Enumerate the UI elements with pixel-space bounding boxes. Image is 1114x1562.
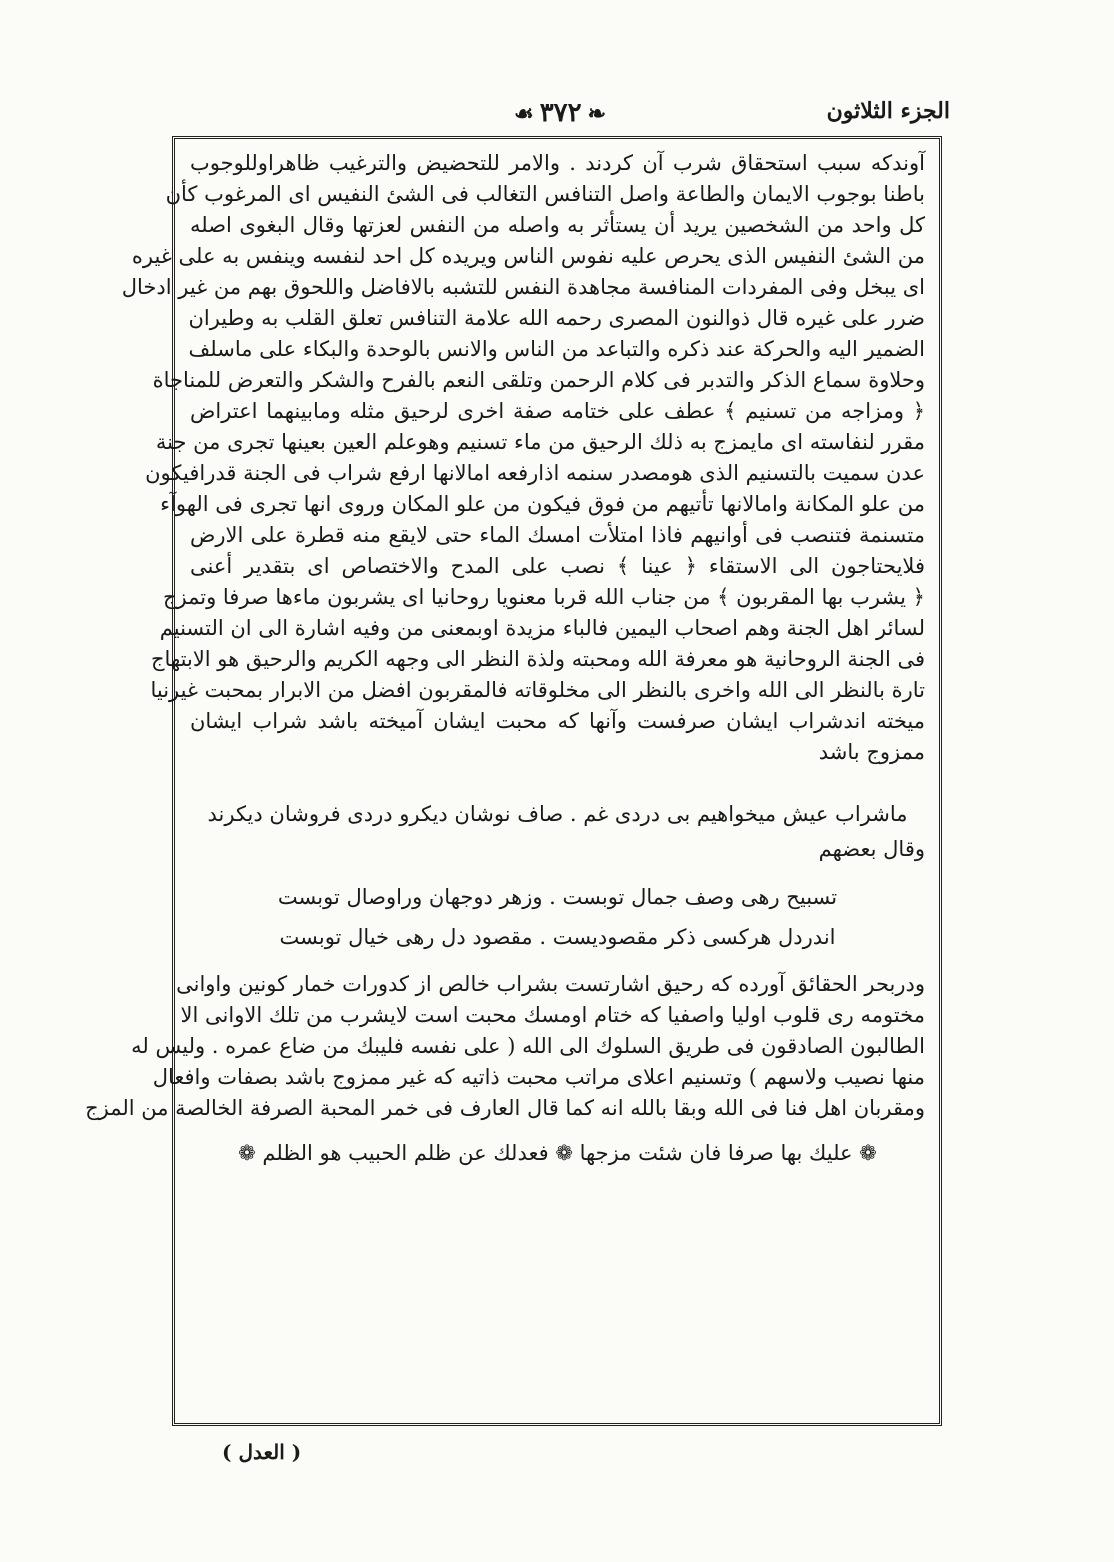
spacer <box>190 768 925 794</box>
ornament-icon: ❧ <box>587 101 607 127</box>
text-line: ﴿ ومزاجه من تسنيم ﴾ عطف على ختامه صفة اخرى لرحيق مثله ومابينهما اعتراض <box>190 399 925 423</box>
catchword: ( العدل ) <box>222 1440 302 1464</box>
text-line: كل واحد من الشخصين يريد أن يستأثر به واصله من النفس لعزتها وقال البغوى اصله <box>190 213 925 237</box>
running-title: الجزء الثلاثون <box>826 98 950 124</box>
text-line: عدن سميت بالتسنيم الذى هومصدر سنمه اذارفعه امالانها ارفع شراب فى الجنة قدرافيكون <box>145 461 925 485</box>
text-line: تارة بالنظر الى الله واخرى بالنظر الى مخلوقاته فالمقربون افضل من الابرار بمحبت غيرنيا <box>150 678 925 702</box>
text-line: لسائر اهل الجنة وهم اصحاب اليمين فالباء مزيدة اوبمعنى من وفيه اشارة الى ان التسنيم <box>159 616 925 640</box>
text-line: فلايحتاجون الى الاستقاء ﴿ عينا ﴾ نصب على المدح والاختصاص اى بتقدير أعنى <box>190 554 925 578</box>
text-line: الضمير اليه والحركة عند ذكره والتباعد من الناس والانس بالوحدة والبكاء على ماسلف <box>188 337 925 361</box>
poem-verse: ماشراب عيش ميخواهيم بى دردى غم . صاف نوشان ديكرو دردى فروشان ديكرند <box>207 802 908 826</box>
text-line: مقرر لنفاسته اى مايمزج به ذلك الرحيق من ماء تسنيم وهوعلم العين بعينها تجرى من جنة <box>155 430 925 454</box>
text-line: وقال بعضهم <box>818 837 925 861</box>
text-line: ميخته اندشراب ايشان صرفست وآنها كه محبت ايشان آميخته باشد شراب ايشان <box>190 709 925 733</box>
page-number <box>508 98 612 128</box>
text-line: باطنا بوجوب الايمان والطاعة واصل التنافس التغالب فى الشئ النفيس اى المرغوب كأن <box>165 182 925 206</box>
page-number-value: ٣٧٢ <box>539 98 582 128</box>
text-line: متسنمة فتنصب فى أوانيهم فاذا امتلأت امسك الماء حتى لايقع منه قطرة على الارض <box>190 523 925 547</box>
page-header <box>170 98 950 134</box>
text-line: وحلاوة سماع الذكر والتدبر فى كلام الرحمن وتلقى النعم بالفرح والشكر والتعرض للمناجاة <box>152 368 925 392</box>
poem-verse: ❁ عليك بها صرفا فان شئت مزجها ❁ فعدلك عن ظلم الحبيب هو الظلم ❁ <box>238 1141 877 1165</box>
text-line: الطالبون الصادقون فى طريق السلوك الى الله ( على نفسه فليبك من ضاع عمره . وليس له <box>131 1034 925 1058</box>
text-line: من الشئ النفيس الذى يحرص عليه نفوس الناس ويريده كل احد لنفسه وينفس به على غيره <box>131 244 925 268</box>
text-line: ممزوج باشد <box>818 740 925 764</box>
text-line: مختومه رى قلوب اوليا واصفيا كه ختام اومسك محبت است لايشرب من تلك الاوانى الا <box>180 1003 925 1027</box>
spacer <box>190 865 925 877</box>
text-line: منها نصيب ولاسهم ) وتسنيم اعلاى مراتب محبت ذاتيه كه غير ممزوج باشد بصفات وافعال <box>152 1065 925 1089</box>
text-line: ضرر على غيره قال ذوالنون المصرى رحمه الله علامة التنافس تعلق القلب به وطيران <box>188 306 925 330</box>
text-line: ﴿ يشرب بها المقربون ﴾ من جناب الله قربا معنويا روحانيا اى يشربون ماءها صرفا وتمزج <box>162 585 925 609</box>
spacer <box>190 957 925 969</box>
poem-verse: اندردل هركسى ذكر مقصوديست . مقصود دل رهى خيال توبست <box>279 925 836 949</box>
poem-verse: تسبيح رهى وصف جمال توبست . وزهر دوجهان وراوصال توبست <box>277 885 838 909</box>
ornament-icon: ☙ <box>513 101 534 127</box>
text-line: فى الجنة الروحانية هو معرفة الله ومحبته ولذة النظر الى وجهه الكريم والرحيق هو الابتهاج <box>151 647 925 671</box>
text-line: آوندكه سبب استحقاق شرب آن كردند . والامر للتحضيض والترغيب ظاهراوللوجوب <box>190 151 925 175</box>
text-line: ودربحر الحقائق آورده كه رحيق اشارتست بشراب خالص از كدورات خمار كونين واوانى <box>176 972 925 996</box>
text-line: اى يبخل وفى المفردات المنافسة مجاهدة النفس للتشبه بالافاضل واللحوق بهم من غير ادخال <box>121 275 925 299</box>
spacer <box>190 1124 925 1136</box>
text-line: من علو المكانة وامالانها تأتيهم من فوق فيكون من علو المكان وروى انها تجرى فى الهوآء <box>160 492 925 516</box>
text-line: ومقربان اهل فنا فى الله وبقا بالله انه كما قال العارف فى خمر المحبة الصرفة الخالصة من المزج <box>85 1096 925 1120</box>
main-text <box>85 148 925 1170</box>
